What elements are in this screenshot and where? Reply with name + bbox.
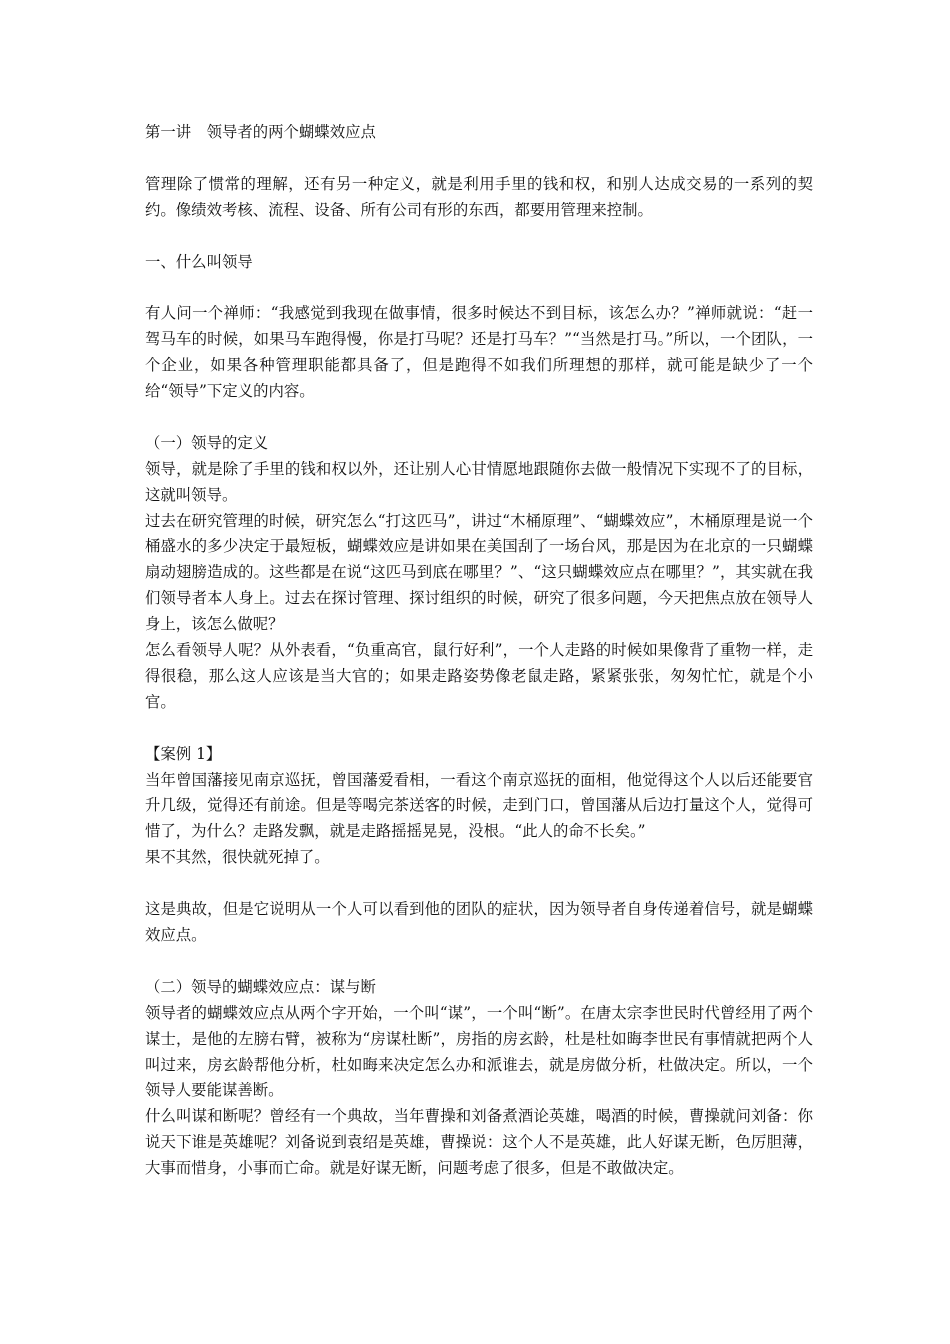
subsection-2-paragraph-1: 领导者的蝴蝶效应点从两个字开始，一个叫“谋”，一个叫“断”。在唐太宗李世民时代曾经用了两个谋士，是他的左膀右臂，被称为“房谋杜断”，房指的房玄龄，杜是杜如晦李世民有事情就把两个人叫过来，房玄龄帮他分析，杜如晦来决定怎么办和派谁去，就是房做分析，杜做决定。所以，一个领导人要能谋善断。	[145, 1003, 813, 1100]
case-1-paragraph-2: 果不其然，很快就死掉了。	[145, 848, 330, 867]
document-title: 第一讲 领导者的两个蝴蝶效应点	[145, 123, 376, 141]
subsection-1-paragraph-1: 领导，就是除了手里的钱和权以外，还让别人心甘情愿地跟随你去做一般情况下实现不了的目标，这就叫领导。	[145, 459, 813, 504]
case-1-comment: 这是典故，但是它说明从一个人可以看到他的团队的症状，因为领导者自身传递着信号，就是蝴蝶效应点。	[145, 900, 813, 944]
intro-paragraph: 管理除了惯常的理解，还有另一种定义，就是利用手里的钱和权，和别人达成交易的一系列的契约。像绩效考核、流程、设备、所有公司有形的东西，都要用管理来控制。	[145, 174, 813, 219]
case-1-heading: 【案例 1】	[145, 744, 222, 763]
spacer	[145, 275, 813, 301]
subsection-2-heading: （二）领导的蝴蝶效应点：谋与断	[145, 977, 376, 996]
document-page	[145, 120, 813, 1182]
case-1-paragraph-1: 当年曾国藩接见南京巡抚，曾国藩爱看相，一看这个南京巡抚的面相，他觉得这个人以后还能要官升几级，觉得还有前途。但是等喝完茶送客的时候，走到门口，曾国藩从后边打量这个人，觉得可惜了，为什么？走路发飘，就是走路摇摇晃晃，没根。“此人的命不长矣。”	[145, 770, 813, 841]
section-1-paragraph: 有人问一个禅师：“我感觉到我现在做事情，很多时候达不到目标，该怎么办？”禅师就说：“赶一驾马车的时候，如果马车跑得慢，你是打马呢？还是打马车？”“当然是打马。”所以，一个团队，一个企业，如果各种管理职能都具备了，但是跑得不如我们所理想的那样，就可能是缺少了一个给“领导”下定义的内容。	[145, 304, 813, 401]
spacer	[145, 146, 813, 172]
subsection-1-paragraph-2: 过去在研究管理的时候，研究怎么“打这匹马”，讲过“木桶原理”、“蝴蝶效应”，木桶原理是说一个桶盛水的多少决定于最短板，蝴蝶效应是讲如果在美国刮了一场台风，那是因为在北京的一只蝴蝶扇动翅膀造成的。这些都是在说“这匹马到底在哪里？”、“这只蝴蝶效应点在哪里？”，其实就在我们领导者本人身上。过去在探讨管理、探讨组织的时候，研究了很多问题，今天把焦点放在领导人身上，该怎么做呢？	[145, 511, 813, 634]
spacer	[145, 224, 813, 250]
spacer	[145, 949, 813, 975]
subsection-1-paragraph-3: 怎么看领导人呢？从外表看，“负重高官，鼠行好利”，一个人走路的时候如果像背了重物一样，走得很稳，那么这人应该是当大官的；如果走路姿势像老鼠走路，紧紧张张，匆匆忙忙，就是个小官。	[145, 641, 813, 711]
spacer	[145, 405, 813, 431]
subsection-1-heading: （一）领导的定义	[145, 433, 269, 452]
spacer	[145, 716, 813, 742]
spacer	[145, 871, 813, 897]
section-1-heading: 一、什么叫领导	[145, 252, 253, 271]
subsection-2-paragraph-2: 什么叫谋和断呢？曾经有一个典故，当年曹操和刘备煮酒论英雄，喝酒的时候，曹操就问刘备：你说天下谁是英雄呢？刘备说到袁绍是英雄，曹操说：这个人不是英雄，此人好谋无断，色厉胆薄，大事而惜身，小事而亡命。就是好谋无断，问题考虑了很多，但是不敢做决定。	[145, 1107, 813, 1178]
